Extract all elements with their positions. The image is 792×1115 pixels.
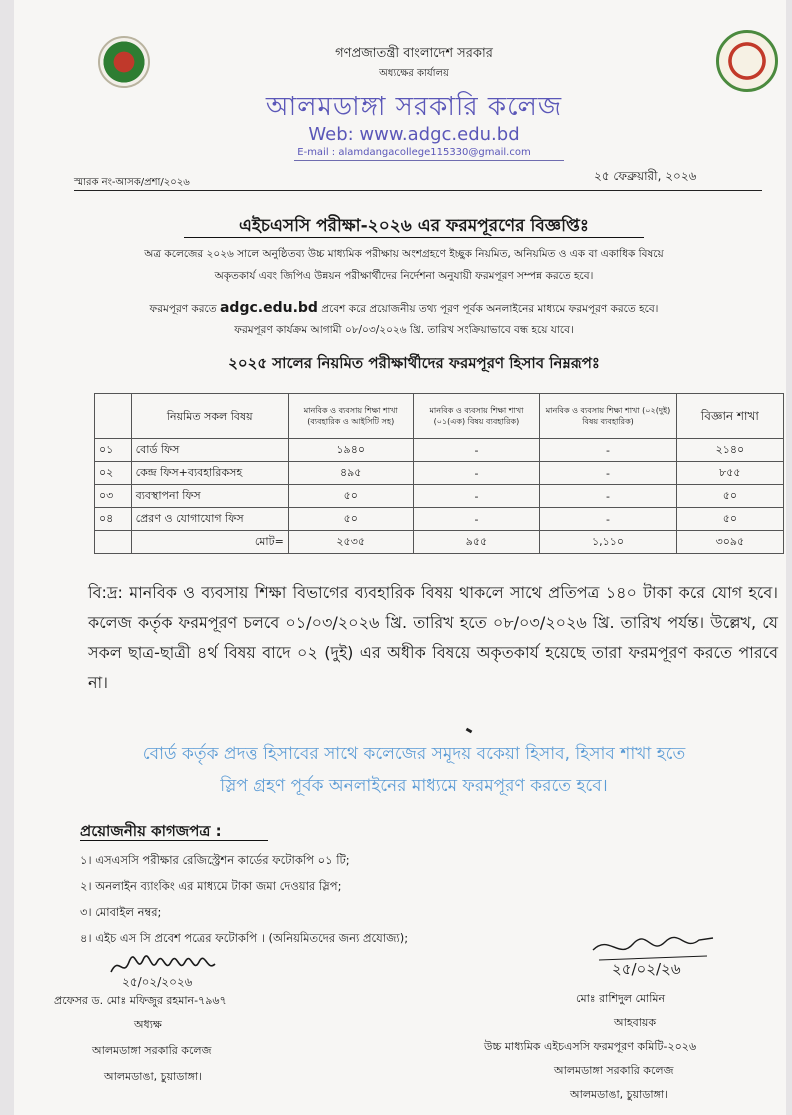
government-name: গণপ্রজাতন্ত্রী বাংলাদেশ সরকার bbox=[335, 46, 493, 61]
portal-address: adgc.edu.bd bbox=[219, 300, 318, 316]
total-label: মোট= bbox=[131, 531, 288, 554]
document-item: ১। এসএসসি পরীক্ষার রেজিস্ট্রেশন কার্ডের ফটোকপি ০১ টি; bbox=[80, 853, 350, 867]
notice-paragraph-line-3 bbox=[54, 298, 754, 319]
row-col4: ৫০ bbox=[676, 485, 783, 508]
row-serial: ০১ bbox=[95, 439, 132, 462]
special-note: বি:দ্র: মানবিক ও ব্যবসায় শিক্ষা বিভাগের ব্যবহারিক বিষয় থাকলে সাথে প্রতিপত্র ১৪০ টাকা করে যোগ হবে। কলেজ কর্তৃক ফরমপূরণ চলবে ০১/০৩/২০২৬ খ্রি. তারিখ হতে ০৮/০৩/২০২৬ খ্রি. তারিখ পর্যন্ত। উল্লেখ, যে সকল ছাত্র-ছাত্রী ৪র্থ বিষয় বাদে ০২ (দুই) এর অধীক বিষয়ে অকৃতকার্য হয়েছে তারা ফরমপূরণ করতে পারবে না। bbox=[88, 583, 778, 692]
table-row bbox=[95, 508, 784, 531]
government-seal-logo bbox=[98, 36, 150, 88]
table-header-col1: মানবিক ও ব্যবসায় শিক্ষা শাখা (ব্যবহারিক ও আইসিটি সহ) bbox=[288, 394, 413, 439]
blue-instruction-line-1: বোর্ড কর্তৃক প্রদত্ত হিসাবের সাথে কলেজের সমূদয় বকেয়া হিসাব, হিসাব শাখা হতে bbox=[142, 744, 686, 764]
row-col4: ৫০ bbox=[676, 508, 783, 531]
pen-mark bbox=[466, 728, 473, 734]
total-col4: ৩০৯৫ bbox=[676, 531, 783, 554]
notice-date: ২৫ ফেব্রুয়ারী, ২০২৬ bbox=[594, 169, 697, 183]
documents-heading: প্রয়োজনীয় কাগজপত্র : bbox=[80, 822, 222, 840]
convener-place: আলমডাঙা, চুয়াডাঙ্গা। bbox=[570, 1088, 668, 1101]
principal-college: আলমডাঙ্গা সরকারি কলেজ bbox=[92, 1044, 212, 1057]
row-item: কেন্দ্র ফিস+ব্যবহারিকসহ bbox=[131, 462, 288, 485]
row-col3: - bbox=[540, 508, 676, 531]
fee-table-heading: ২০২৫ সালের নিয়মিত পরীক্ষার্থীদের ফরমপূরণ হিসাব নিম্নরূপঃ bbox=[228, 354, 600, 372]
row-col2: - bbox=[413, 439, 540, 462]
row-col2: - bbox=[413, 485, 540, 508]
table-row bbox=[95, 485, 784, 508]
header-divider bbox=[294, 160, 564, 161]
row-item: প্রেরণ ও যোগাযোগ ফিস bbox=[131, 508, 288, 531]
total-col3: ১,১১০ bbox=[540, 531, 676, 554]
convener-college: আলমডাঙ্গা সরকারি কলেজ bbox=[554, 1064, 674, 1077]
memo-number: স্মারক নং-আসক/প্রশা/২০২৬ bbox=[74, 177, 190, 188]
document-item: ২। অনলাইন ব্যাংকিং এর মাধ্যমে টাকা জমা দেওয়ার স্লিপ; bbox=[80, 879, 342, 893]
row-col1: ৪৯৫ bbox=[288, 462, 413, 485]
notice-paragraph-line-1: অত্র কলেজের ২০২৬ সালে অনুষ্ঠিতব্য উচ্চ মাধ্যমিক পরীক্ষায় অংশগ্রহণে ইচ্ছুক নিয়মিত, অনিয়মিত ও এক বা একাধিক বিষয়ে bbox=[144, 248, 664, 260]
row-col1: ৫০ bbox=[288, 508, 413, 531]
convener-committee: উচ্চ মাধ্যমিক এইচএসসি ফরমপূরণ কমিটি-২০২৬ bbox=[484, 1040, 697, 1053]
row-col1: ১৯৪০ bbox=[288, 439, 413, 462]
row-serial: ০২ bbox=[95, 462, 132, 485]
row-col4: ৮৫৫ bbox=[676, 462, 783, 485]
office-name: অধ্যক্ষের কার্যালয় bbox=[379, 68, 449, 79]
heading-underline bbox=[184, 237, 644, 238]
college-logo bbox=[716, 30, 778, 92]
notice-paragraph-line-4: ফরমপূরণ কার্যক্রম আগামী ০৮/০৩/২০২৬ খ্রি. তারিখ সংক্রিয়াভাবে বন্ধ হয়ে যাবে। bbox=[234, 324, 574, 336]
fee-table bbox=[94, 393, 784, 554]
row-item: ব্যবস্থাপনা ফিস bbox=[131, 485, 288, 508]
total-col1: ২৫৩৫ bbox=[288, 531, 413, 554]
document-item: ৪। এইচ এস সি প্রবেশ পত্রের ফটোকপি । (অনিয়মিতদের জন্য প্রযোজ্য); bbox=[80, 931, 409, 945]
table-row bbox=[95, 462, 784, 485]
principal-place: আলমডাঙা, চুয়াডাঙ্গা। bbox=[104, 1070, 202, 1083]
row-col1: ৫০ bbox=[288, 485, 413, 508]
college-website: Web: www.adgc.edu.bd bbox=[308, 124, 520, 145]
row-serial: ০৩ bbox=[95, 485, 132, 508]
principal-name: প্রফেসর ড. মোঃ মফিজুর রহমান-৭৯৬৭ bbox=[54, 994, 227, 1007]
instruction-text: ফরমপূরণ করতে bbox=[149, 303, 217, 315]
row-col3: - bbox=[540, 462, 676, 485]
table-header-col3: মানবিক ও ব্যবসায় শিক্ষা শাখা (০২(দুই) বিষয় ব্যবহারিক) bbox=[540, 394, 676, 439]
table-total-row bbox=[95, 531, 784, 554]
row-item: বোর্ড ফিস bbox=[131, 439, 288, 462]
convener-title: আহবায়ক bbox=[614, 1016, 657, 1029]
table-header-item: নিয়মিত সকল বিষয় bbox=[131, 394, 288, 439]
blue-instruction-line-2: স্লিপ গ্রহণ পূর্বক অনলাইনের মাধ্যমে ফরমপূরণ করতে হবে। bbox=[220, 776, 608, 796]
table-header-row bbox=[95, 394, 784, 439]
instruction-text-cont: প্রবেশ করে প্রয়োজনীয় তথ্য পূরণ পূর্বক অনলাইনের মাধ্যমে ফরমপূরণ করতে হবে। bbox=[321, 303, 659, 315]
principal-sign-date: ২৫/০২/২০২৬ bbox=[122, 975, 193, 989]
convener-sign-date: ২৫/০২/২৬ bbox=[612, 960, 681, 978]
row-serial: ০৪ bbox=[95, 508, 132, 531]
table-header-col4: বিজ্ঞান শাখা bbox=[676, 394, 783, 439]
notice-heading: এইচএসসি পরীক্ষা-২০২৬ এর ফরমপূরণের বিজ্ঞপ্তিঃ bbox=[239, 216, 589, 236]
table-row bbox=[95, 439, 784, 462]
table-header-serial bbox=[95, 394, 132, 439]
total-serial bbox=[95, 531, 132, 554]
row-col3: - bbox=[540, 485, 676, 508]
documents-heading-underline bbox=[80, 840, 268, 841]
notice-paragraph-line-2: অকৃতকার্য এবং জিপিএ উন্নয়ন পরীক্ষার্থীদের নির্দেশনা অনুযায়ী ফরমপূরণ সম্পন্ন করতে হবে। bbox=[214, 270, 594, 282]
row-col4: ২১৪০ bbox=[676, 439, 783, 462]
college-name: আলমডাঙ্গা সরকারি কলেজ bbox=[265, 92, 563, 122]
blue-instruction bbox=[114, 738, 714, 802]
notice-page bbox=[14, 0, 786, 1115]
total-col2: ৯৫৫ bbox=[413, 531, 540, 554]
convener-name: মোঃ রাশিদুল মোমিন bbox=[576, 992, 666, 1005]
row-col2: - bbox=[413, 508, 540, 531]
memo-divider bbox=[74, 190, 762, 191]
table-header-col2: মানবিক ও ব্যবসায় শিক্ষা শাখা (০১(এক) বিষয় ব্যবহারিক) bbox=[413, 394, 540, 439]
principal-title: অধ্যক্ষ bbox=[134, 1018, 162, 1031]
row-col3: - bbox=[540, 439, 676, 462]
row-col2: - bbox=[413, 462, 540, 485]
document-item: ৩। মোবাইল নম্বর; bbox=[80, 905, 162, 919]
college-email: E-mail : alamdangacollege115330@gmail.com bbox=[297, 147, 531, 158]
